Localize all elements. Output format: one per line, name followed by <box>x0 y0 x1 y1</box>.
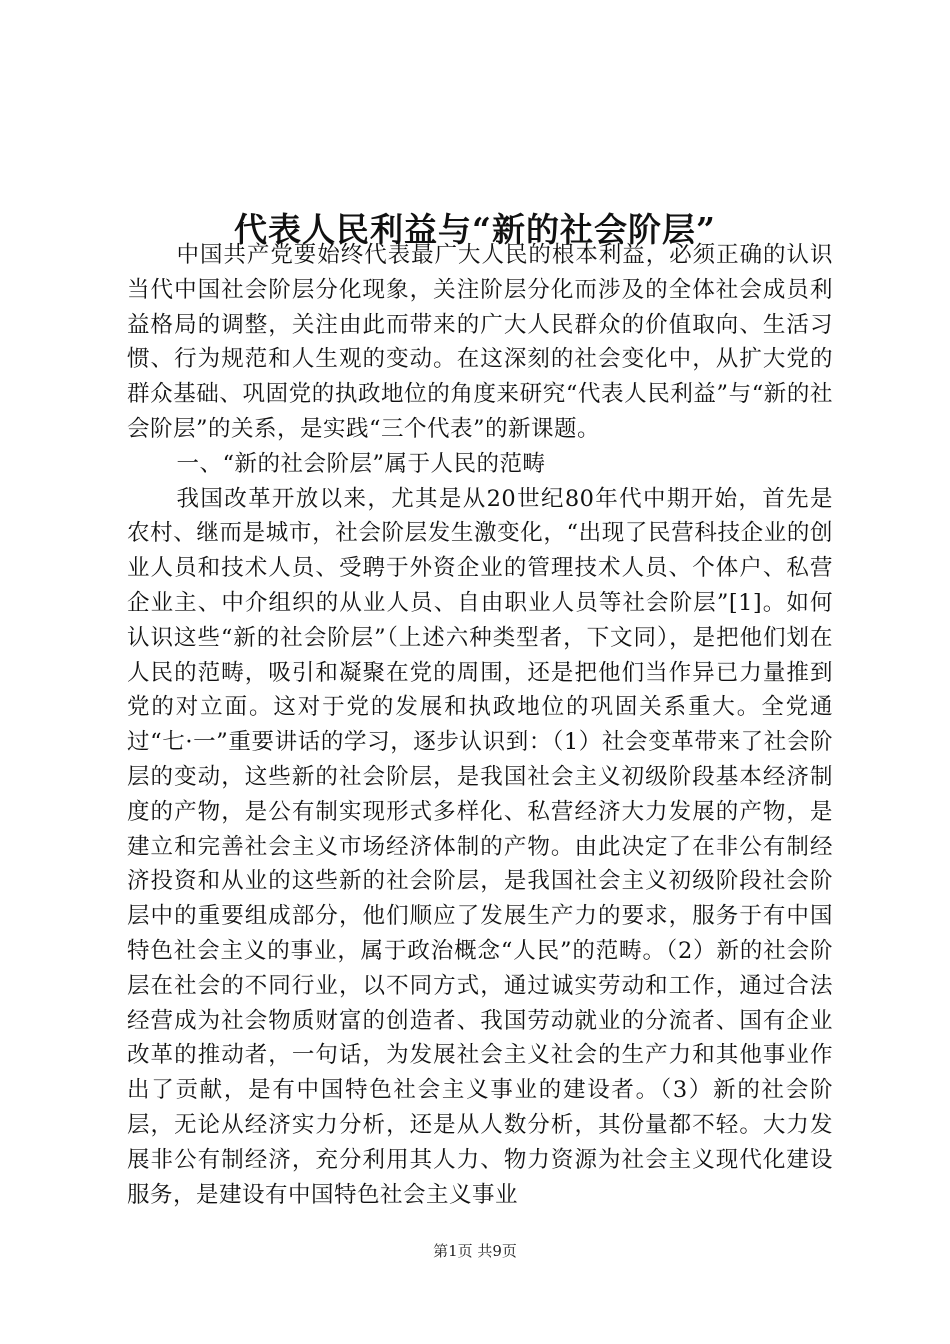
section-heading: 一、“新的社会阶层”属于人民的范畴 <box>176 450 546 477</box>
page-footer: 第1页 共9页 <box>433 1242 517 1260</box>
document-body <box>127 238 833 1212</box>
body-paragraph: 我国改革开放以来，尤其是从20世纪80年代中期开始，首先是农村、继而是城市，社会阶层发生激变化，“出现了民营科技企业的创业人员和技术人员、受聘于外资企业的管理技术人员、个体户、私营企业主、中介组织的从业人员、自由职业人员等社会阶层”[1]。如何认识这些“新的社会阶层”（上述六种类型者，下文同），是把他们划在人民的范畴，吸引和凝聚在党的周围，还是把他们当作异已力量推到党的对立面。这对于党的发展和执政地位的巩固关系重大。全党通过“七·一”重要讲话的学习，逐步认识到：（1）社会变革带来了社会阶层的变动，这些新的社会阶层，是我国社会主义初级阶段基本经济制度的产物，是公有制实现形式多样化、私营经济大力发展的产物，是建立和完善社会主义市场经济体制的产物。由此决定了在非公有制经济投资和从业的这些新的社会阶层，是我国社会主义初级阶段社会阶层中的重要组成部分，他们顺应了发展生产力的要求，服务于有中国特色社会主义的事业，属于政治概念“人民”的范畴。（2）新的社会阶层在社会的不同行业，以不同方式，通过诚实劳动和工作，通过合法经营成为社会物质财富的创造者、我国劳动就业的分流者、国有企业改革的推动者，一句话，为发展社会主义社会的生产力和其他事业作出了贡献，是有中国特色社会主义事业的建设者。（3）新的社会阶层，无论从经济实力分析，还是从人数分析，其份量都不轻。大力发展非公有制经济，充分利用其人力、物力资源为社会主义现代化建设服务，是建设有中国特色社会主义事业 <box>127 485 833 1208</box>
intro-paragraph: 中国共产党要始终代表最广大人民的根本利益，必须正确的认识当代中国社会阶层分化现象，关注阶层分化而涉及的全体社会成员利益格局的调整，关注由此而带来的广大人民群众的价值取向、生活习惯、行为规范和人生观的变动。在这深刻的社会变化中，从扩大党的群众基础、巩固党的执政地位的角度来研究“代表人民利益”与“新的社会阶层”的关系，是实践“三个代表”的新课题。 <box>127 242 833 442</box>
document-title: 代表人民利益与“新的社会阶层” <box>234 210 716 250</box>
